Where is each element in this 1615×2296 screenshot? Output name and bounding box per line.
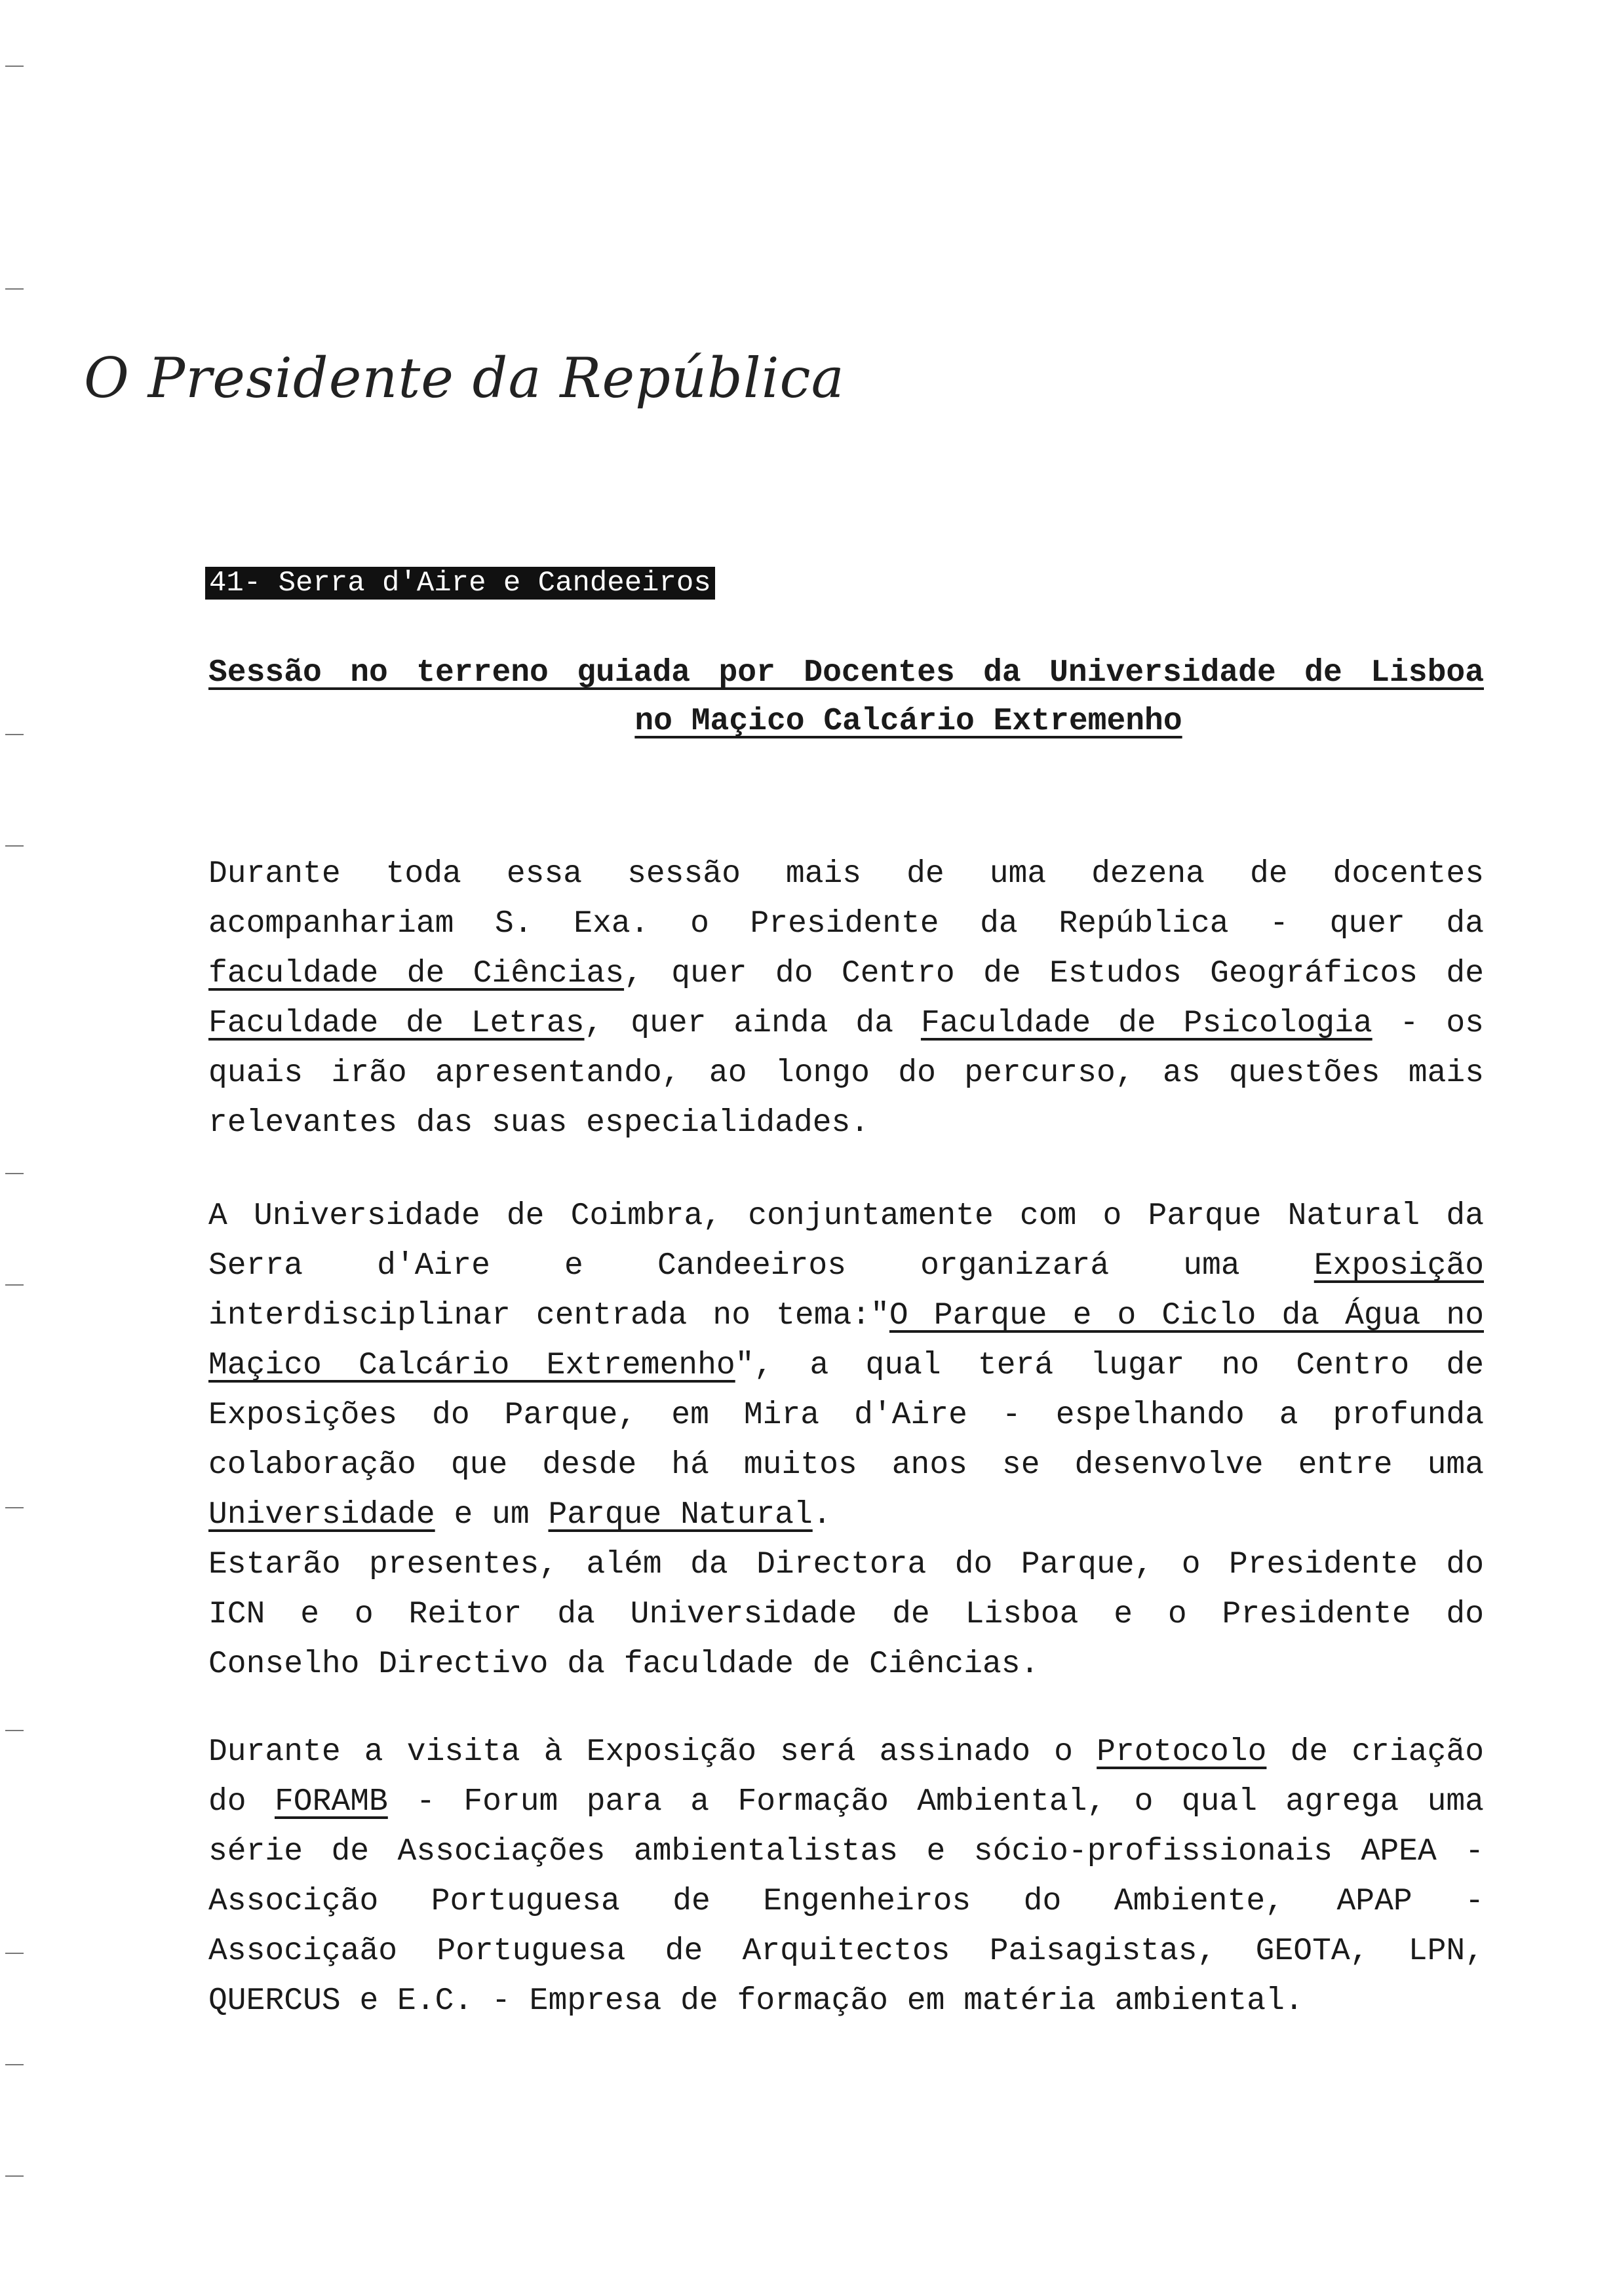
text-fragment: do [208,1784,275,1820]
underlined-text: Maçico Calcário Extremenho [208,1348,735,1383]
scan-margin-mark [5,2064,24,2065]
text-fragment: , quer do Centro de Estudos Geográficos de [624,956,1484,991]
text-line [208,1341,1484,1390]
scan-margin-mark [5,2175,24,2177]
text-fragment: de criação [1266,1734,1484,1770]
scan-margin-mark [5,845,24,847]
underlined-text: Faculdade de Letras [208,1006,585,1041]
underlined-text: Exposição [1313,1248,1484,1284]
text-fragment: . [812,1497,832,1533]
text-fragment: Durante a visita à Exposição será assinado o [208,1734,1097,1770]
underlined-text: O Parque e o Ciclo da Água no [889,1298,1484,1333]
paragraph-3 [208,1727,1484,2026]
text-fragment: Serra d'Aire e Candeeiros organizará uma [208,1248,1314,1284]
text-fragment: - Forum para a Formação Ambiental, o qual agrega uma [387,1784,1484,1820]
scan-margin-mark [5,1507,24,1508]
text-line: Conselho Directivo da faculdade de Ciências. [208,1647,1040,1682]
text-line: quais irão apresentando, ao longo do percurso, as questões mais [208,1056,1484,1091]
scan-margin-mark [5,288,24,290]
paragraph-1 [208,849,1484,1148]
title-line-2: no Maçico Calcário Extremenho [634,704,1182,739]
text-line: Estarão presentes, além da Directora do Parque, o Presidente do [208,1547,1484,1582]
text-line: acompanhariam S. Exa. o Presidente da República - quer da [208,906,1484,942]
scan-margin-mark [5,1953,24,1954]
text-line [208,1777,1484,1827]
text-line: série de Associações ambientalistas e sócio-profissionais APEA - [208,1834,1484,1869]
underlined-text: Faculdade de Psicologia [920,1006,1372,1041]
text-line: relevantes das suas especialidades. [208,1105,870,1141]
text-line [208,1490,1484,1540]
text-fragment: - os [1372,1006,1484,1041]
scan-margin-mark [5,66,24,67]
text-line: Associçaão Portuguesa de Arquitectos Paisagistas, GEOTA, LPN, [208,1934,1484,1969]
text-line: ICN e o Reitor da Universidade de Lisboa e o Presidente do [208,1597,1484,1632]
underlined-text: Universidade [208,1497,435,1533]
text-line: A Universidade de Coimbra, conjuntamente com o Parque Natural da [208,1198,1484,1234]
text-line [208,1241,1484,1291]
text-fragment: ", a qual terá lugar no Centro de [735,1348,1484,1383]
text-line [208,1291,1484,1341]
text-line: Durante toda essa sessão mais de uma dezena de docentes [208,856,1484,892]
scan-margin-mark [5,1173,24,1174]
underlined-text: Protocolo [1097,1734,1267,1770]
underlined-text: faculdade de Ciências [208,956,625,991]
text-line [208,1727,1484,1777]
text-line: colaboração que desde há muitos anos se desenvolve entre uma [208,1447,1484,1483]
text-line [208,999,1484,1048]
document-title [208,649,1484,746]
title-line-1: Sessão no terreno guiada por Docentes da Universidade de Lisboa [208,655,1484,691]
scan-margin-mark [5,1730,24,1731]
text-line: Exposições do Parque, em Mira d'Aire - espelhando a profunda [208,1398,1484,1433]
section-tag: 41- Serra d'Aire e Candeeiros [205,567,715,600]
text-line [208,949,1484,999]
text-fragment: , quer ainda da [584,1006,921,1041]
scan-margin-mark [5,734,24,735]
scan-margin-mark [5,1284,24,1286]
text-fragment: e um [435,1497,549,1533]
text-line: Associção Portuguesa de Engenheiros do Ambiente, APAP - [208,1884,1484,1919]
underlined-text: FORAMB [274,1784,388,1820]
text-line: QUERCUS e E.C. - Empresa de formação em matéria ambiental. [208,1983,1304,2019]
text-fragment: interdisciplinar centrada no tema:" [208,1298,889,1333]
letterhead: O Presidente da República [84,346,845,410]
paragraph-2 [208,1191,1484,1689]
underlined-text: Parque Natural [548,1497,813,1533]
